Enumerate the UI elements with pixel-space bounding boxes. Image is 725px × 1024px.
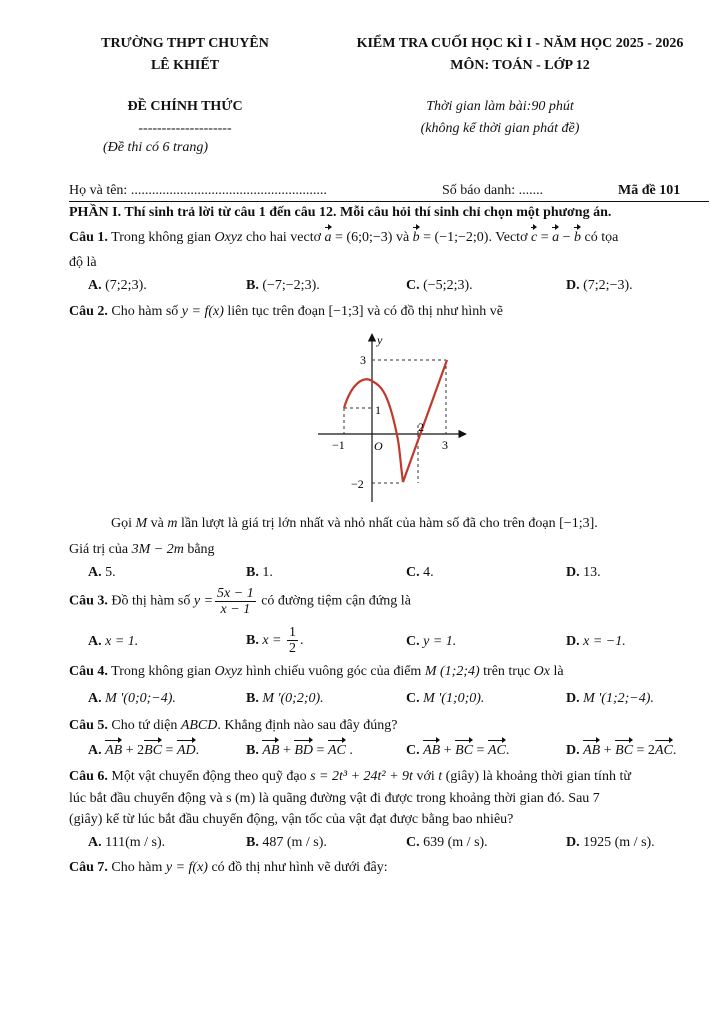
option-text: x = −1.	[583, 634, 626, 649]
q5-option-c[interactable]	[406, 741, 509, 761]
option-label: C.	[406, 634, 420, 649]
dash-line: --------------------	[138, 121, 232, 136]
q2-line-value	[69, 540, 707, 560]
option-text: 487 (m / s).	[262, 835, 327, 850]
y-axis-label: y	[377, 333, 383, 347]
option-text: 1925 (m / s).	[583, 835, 655, 850]
option-label: A.	[88, 634, 102, 649]
q3-option-d[interactable]	[566, 630, 626, 654]
exam-time-note: (không kể thời gian phát đề)	[420, 121, 580, 136]
question-1	[69, 228, 707, 248]
vector-a-2: a	[552, 228, 559, 248]
option-label: D.	[566, 691, 580, 706]
option-label: A.	[88, 835, 102, 850]
q7-function: y = f(x)	[165, 860, 208, 875]
option-label: B.	[246, 565, 259, 580]
q1-minus: −	[559, 230, 575, 245]
option-label: D.	[566, 278, 580, 293]
option-text: x =	[262, 633, 286, 648]
q5-text-2: . Khẳng định nào sau đây đúng?	[217, 718, 398, 733]
option-label: B.	[246, 633, 259, 648]
q4-space: Oxyz	[214, 664, 243, 679]
option-text: 111(m / s).	[105, 835, 166, 850]
q7-text: Cho hàm	[107, 860, 166, 875]
option-label: A.	[88, 278, 102, 293]
q5-text: Cho tứ diện	[107, 718, 181, 733]
option-label: C.	[406, 278, 420, 293]
operator: =	[162, 743, 177, 758]
origin-label: O	[374, 439, 383, 453]
q4-option-c[interactable]	[406, 689, 484, 709]
option-numerator: 1	[289, 625, 297, 641]
school-name: TRƯỜNG THPT CHUYÊN	[101, 36, 269, 51]
q4-option-d[interactable]	[566, 689, 654, 709]
function-curve	[344, 360, 447, 482]
vector-a: a	[325, 228, 332, 248]
option-denominator: 2	[289, 641, 297, 657]
max-symbol: M	[135, 516, 148, 531]
q2-text-2: liên tục trên đoạn	[223, 304, 329, 319]
exam-code: Mã đề 101	[618, 183, 681, 198]
q4-text-4: là	[550, 664, 564, 679]
vector-c: c	[531, 228, 537, 248]
vector: AB	[583, 741, 600, 761]
option-label: C.	[406, 565, 420, 580]
q2-text: Cho hàm số	[107, 304, 182, 319]
operator: .	[195, 743, 200, 758]
question-7	[69, 858, 707, 878]
option-text: 13.	[583, 565, 601, 580]
q7-text-2: có đồ thị như hình vẽ dưới đây:	[207, 860, 388, 875]
vector: AB	[105, 741, 122, 761]
q2-option-c[interactable]	[406, 563, 434, 583]
operator: .	[505, 743, 510, 758]
option-text: M '(1;0;0).	[423, 691, 485, 706]
q3-denominator: x − 1	[220, 602, 251, 617]
q3-numerator: 5x − 1	[217, 586, 254, 601]
vector-b-2: b	[574, 228, 581, 248]
q3-option-a[interactable]	[88, 630, 138, 654]
operator: +	[440, 743, 456, 758]
option-label: C.	[406, 835, 420, 850]
q1-line-2: độ là	[69, 255, 97, 270]
q1-eq: =	[537, 230, 553, 245]
q6-option-a[interactable]	[88, 833, 165, 853]
q3-text: Đồ thị hàm số	[107, 593, 194, 609]
q3-option-c[interactable]	[406, 630, 456, 654]
option-text: (−7;−2;3).	[262, 278, 320, 293]
vector: BC	[455, 741, 473, 761]
option-label: D.	[566, 634, 580, 649]
q2-para-and: và	[147, 516, 168, 531]
q1-text-4: có tọa	[581, 230, 619, 245]
q5-option-b[interactable]	[246, 741, 353, 761]
option-label: D.	[566, 835, 580, 850]
option-text: 639 (m / s).	[423, 835, 488, 850]
q3-option-b[interactable]	[246, 624, 304, 658]
option-text: 1.	[262, 565, 273, 580]
tick-y-minus-2: −2	[351, 477, 364, 491]
q6-text-2: với	[412, 769, 439, 784]
vector: AD	[177, 741, 196, 761]
vector: AC	[488, 741, 506, 761]
min-symbol: m	[167, 516, 178, 531]
tick-x-3: 3	[442, 438, 448, 452]
question-4	[69, 662, 707, 682]
question-5	[69, 716, 707, 736]
option-text: M '(0;2;0).	[262, 691, 324, 706]
name-field: Họ và tên: ........................................................	[69, 183, 327, 198]
exam-time: Thời gian làm bài:90 phút	[426, 99, 574, 114]
q3-text-2: có đường tiệm cận đứng là	[257, 593, 411, 609]
q1-text-3: . Vectơ	[488, 230, 531, 245]
q6-text-3: (giây) là khoảng thời gian tính từ	[442, 769, 631, 784]
option-text: (7;2;3).	[105, 278, 147, 293]
vector-a-value: = (6;0;−3)	[331, 230, 393, 245]
option-label: C.	[406, 691, 420, 706]
page-count: (Đề thi có 6 trang)	[103, 140, 208, 155]
exam-title: KIỂM TRA CUỐI HỌC KÌ I - NĂM HỌC 2025 - 2026	[356, 36, 684, 51]
operator: .	[672, 743, 677, 758]
operator: .	[345, 743, 353, 758]
vector-b-value: = (−1;−2;0)	[419, 230, 489, 245]
q5-tetrahedron: ABCD	[180, 718, 218, 733]
tick-x-2: 2	[418, 420, 424, 434]
q4-point: M (1;2;4)	[424, 664, 480, 679]
q1-option-c[interactable]	[406, 276, 473, 296]
operator: = 2	[633, 743, 655, 758]
q6-option-b[interactable]	[246, 833, 327, 853]
q2-option-d[interactable]	[566, 563, 601, 583]
option-label: D.	[566, 565, 580, 580]
tick-x-minus-1: −1	[332, 438, 345, 452]
vector: AB	[423, 741, 440, 761]
q1-and: và	[392, 230, 413, 245]
divider	[69, 201, 709, 202]
q6-text: Một vật chuyển động theo quỹ đạo	[107, 769, 311, 784]
q2-text-3: và có đồ thị như hình vẽ	[363, 304, 503, 319]
q2-option-b[interactable]	[246, 563, 273, 583]
q5-option-d[interactable]	[566, 741, 676, 761]
official-label: ĐỀ CHÍNH THỨC	[127, 99, 243, 114]
q3-fraction	[215, 586, 256, 617]
exam-subject: MÔN: TOÁN - LỚP 12	[450, 58, 590, 73]
q4-option-b[interactable]	[246, 689, 324, 709]
q3-y: y =	[193, 593, 214, 609]
q6-formula: s = 2t³ + 24t² + 9t	[310, 769, 413, 784]
q4-text-3: trên trục	[479, 664, 534, 679]
option-text: (7;2;−3).	[583, 278, 633, 293]
q2-para-interval: [−1;3]	[559, 516, 595, 531]
q6-label: Câu 6.	[69, 769, 108, 784]
option-text: x = 1.	[105, 634, 139, 649]
q2-paragraph	[111, 514, 707, 534]
operator: =	[473, 743, 488, 758]
q6-line-3: (giây) kể từ lúc bắt đầu chuyển động, vận tốc của vật đạt được bằng bao nhiêu?	[69, 812, 514, 827]
q5-option-a[interactable]	[88, 741, 199, 761]
vector: AC	[655, 741, 673, 761]
option-text: y = 1.	[423, 634, 457, 649]
q1-option-a[interactable]	[88, 276, 147, 296]
q2-value-text: Giá trị của	[69, 542, 132, 557]
q5-label: Câu 5.	[69, 718, 108, 733]
q1-option-d[interactable]	[566, 276, 633, 296]
operator: + 2	[122, 743, 145, 758]
vector-b: b	[413, 228, 420, 248]
function-graph	[310, 328, 470, 506]
question-6	[69, 767, 707, 787]
operator: =	[313, 743, 328, 758]
q6-option-c[interactable]	[406, 833, 488, 853]
option-label: B.	[246, 835, 259, 850]
option-text-end: .	[300, 633, 304, 648]
option-text: 4.	[423, 565, 434, 580]
q4-text: Trong không gian	[107, 664, 215, 679]
option-text: 5.	[105, 565, 116, 580]
vector: BC	[615, 741, 633, 761]
question-3	[69, 586, 707, 617]
option-text: M '(0;0;−4).	[105, 691, 176, 706]
part-heading: PHẦN I. Thí sinh trả lời từ câu 1 đến câu 12. Mỗi câu hỏi thí sinh chỉ chọn một phương án.	[69, 205, 612, 220]
q4-label: Câu 4.	[69, 664, 108, 679]
q6-option-d[interactable]	[566, 833, 655, 853]
school-name-2: LÊ KHIẾT	[150, 58, 220, 73]
q2-para-end: .	[594, 516, 598, 531]
q2-para-text-2: lần lượt là giá trị lớn nhất và nhỏ nhất của hàm số đã cho trên đoạn	[177, 516, 560, 531]
option-label: A.	[88, 743, 102, 758]
tick-y-3: 3	[360, 353, 366, 367]
operator: +	[600, 743, 616, 758]
option-label: D.	[566, 743, 580, 758]
option-label: A.	[88, 565, 102, 580]
q2-interval: [−1;3]	[328, 304, 364, 319]
option-label: C.	[406, 743, 420, 758]
option-text: M '(1;2;−4).	[583, 691, 654, 706]
vector: BC	[144, 741, 162, 761]
option-label: B.	[246, 278, 259, 293]
q4-text-2: hình chiếu vuông góc của điểm	[242, 664, 425, 679]
option-text: (−5;2;3).	[423, 278, 473, 293]
q4-option-a[interactable]	[88, 689, 176, 709]
student-id-field: Số báo danh: .......	[442, 183, 544, 198]
option-label: B.	[246, 691, 259, 706]
q1-text: Trong không gian	[107, 230, 215, 245]
q2-para-text: Gọi	[111, 516, 136, 531]
q1-text-2: cho hai vectơ	[242, 230, 325, 245]
question-2	[69, 302, 707, 322]
tick-y-1: 1	[375, 403, 381, 417]
q3-label: Câu 3.	[69, 593, 108, 609]
operator: +	[279, 743, 295, 758]
vector: BD	[294, 741, 313, 761]
q6-line-2: lúc bắt đầu chuyển động và s (m) là quãng đường vật đi được trong khoảng thời gian đó. Sau 7	[69, 791, 600, 806]
q2-option-a[interactable]	[88, 563, 116, 583]
q2-function: y = f(x)	[181, 304, 224, 319]
q1-option-b[interactable]	[246, 276, 320, 296]
q4-axis: Ox	[533, 664, 550, 679]
q7-label: Câu 7.	[69, 860, 108, 875]
vector: AC	[328, 741, 346, 761]
q1-label: Câu 1.	[69, 230, 108, 245]
q2-label: Câu 2.	[69, 304, 108, 319]
option-label: A.	[88, 691, 102, 706]
q1-space: Oxyz	[214, 230, 243, 245]
vector: AB	[262, 741, 279, 761]
q2-expression: 3M − 2m	[131, 542, 184, 557]
option-fraction	[287, 625, 298, 656]
q2-value-text-2: bằng	[183, 542, 215, 557]
option-label: B.	[246, 743, 259, 758]
q6-time-var: t	[438, 769, 443, 784]
